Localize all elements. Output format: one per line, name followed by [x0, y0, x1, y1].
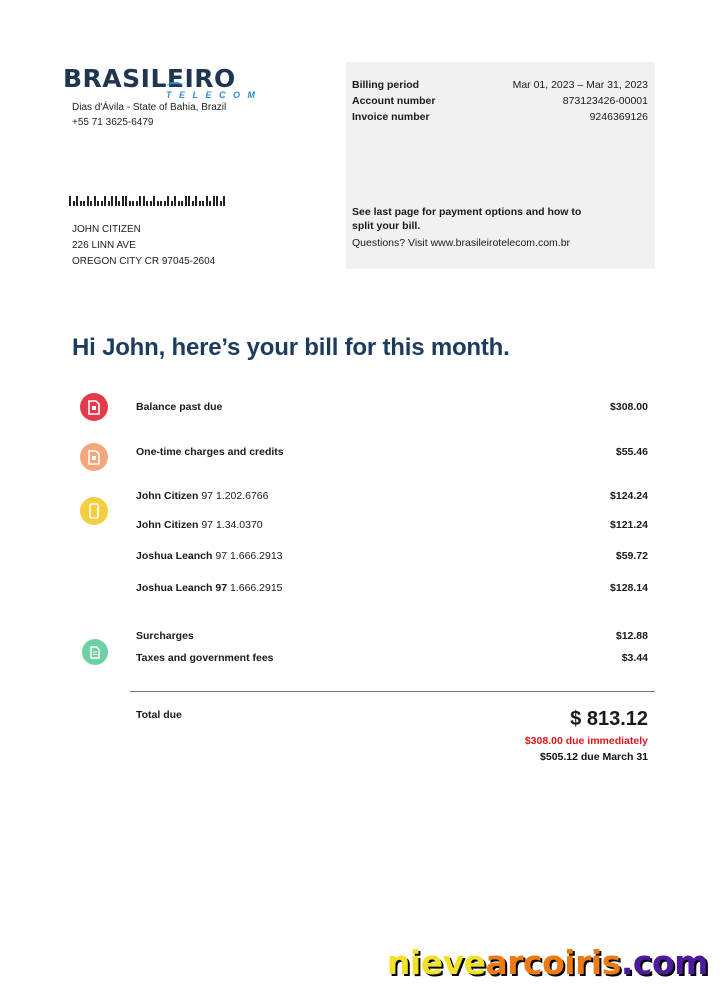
company-contact [72, 100, 226, 130]
account-number-value: 873123426-00001 [562, 95, 648, 107]
billing-period-label: Billing period [352, 79, 420, 91]
due-immediately-note: $308.00 due immediately [524, 735, 648, 747]
balance-past-due-amount: $308.00 [610, 401, 648, 413]
sim-card-icon [80, 393, 108, 421]
recipient-city: OREGON CITY CR 97045-2604 [72, 256, 216, 267]
taxes-amount: $3.44 [621, 652, 648, 664]
sim-card-icon [80, 443, 108, 471]
phone-icon [80, 497, 108, 525]
company-address: Dias d'Ávila - State of Bahia, Brazil [72, 102, 227, 113]
invoice-number-label: Invoice number [352, 111, 430, 123]
logo-wordmark: BRASILEIRO [63, 64, 236, 93]
recipient-street: 226 LINN AVE [72, 240, 136, 251]
company-phone: +55 71 3625-6479 [72, 117, 154, 128]
one-time-charges-label: One-time charges and credits [136, 446, 284, 458]
line-item-2: Joshua Leanch 97 1.666.2913 [136, 550, 283, 562]
document-icon [82, 639, 108, 665]
account-info-box [346, 62, 655, 269]
account-number-label: Account number [352, 95, 436, 107]
recipient-address [72, 222, 215, 270]
one-time-charges-amount: $55.46 [615, 446, 648, 458]
watermark-logo: nievearcoiris.com [386, 943, 708, 982]
payment-options-note: See last page for payment options and how to split your bill. [352, 206, 582, 232]
line-amount-1: $121.24 [610, 519, 648, 531]
postal-barcode [69, 196, 225, 206]
surcharges-amount: $12.88 [615, 630, 648, 642]
total-due-label: Total due [136, 709, 182, 721]
line-item-3: Joshua Leanch 97 1.666.2915 [136, 582, 283, 594]
page-title: Hi John, here’s your bill for this month. [72, 334, 510, 361]
signal-wave-icon [167, 82, 183, 90]
recipient-name: JOHN CITIZEN [72, 224, 141, 235]
surcharges-label: Surcharges [136, 630, 194, 642]
total-divider [130, 691, 655, 692]
invoice-number-row [352, 109, 648, 125]
billing-period-value: Mar 01, 2023 – Mar 31, 2023 [512, 79, 648, 91]
total-due-amount: $ 813.12 [570, 708, 648, 730]
balance-past-due-label: Balance past due [136, 401, 223, 413]
taxes-label: Taxes and government fees [136, 652, 274, 664]
invoice-number-value: 9246369126 [589, 111, 648, 123]
line-item-0: John Citizen 97 1.202.6766 [136, 490, 269, 502]
line-amount-2: $59.72 [615, 550, 648, 562]
logo-subtitle: TELECOM [166, 90, 263, 100]
due-date-note: $505.12 due March 31 [540, 751, 648, 763]
account-number-row [352, 93, 648, 109]
line-amount-3: $128.14 [610, 582, 648, 594]
line-item-1: John Citizen 97 1.34.0370 [136, 519, 263, 531]
billing-period-row [352, 77, 648, 93]
questions-link[interactable]: Questions? Visit www.brasileirotelecom.com.br [352, 237, 571, 249]
line-amount-0: $124.24 [610, 490, 648, 502]
company-logo [63, 66, 263, 102]
